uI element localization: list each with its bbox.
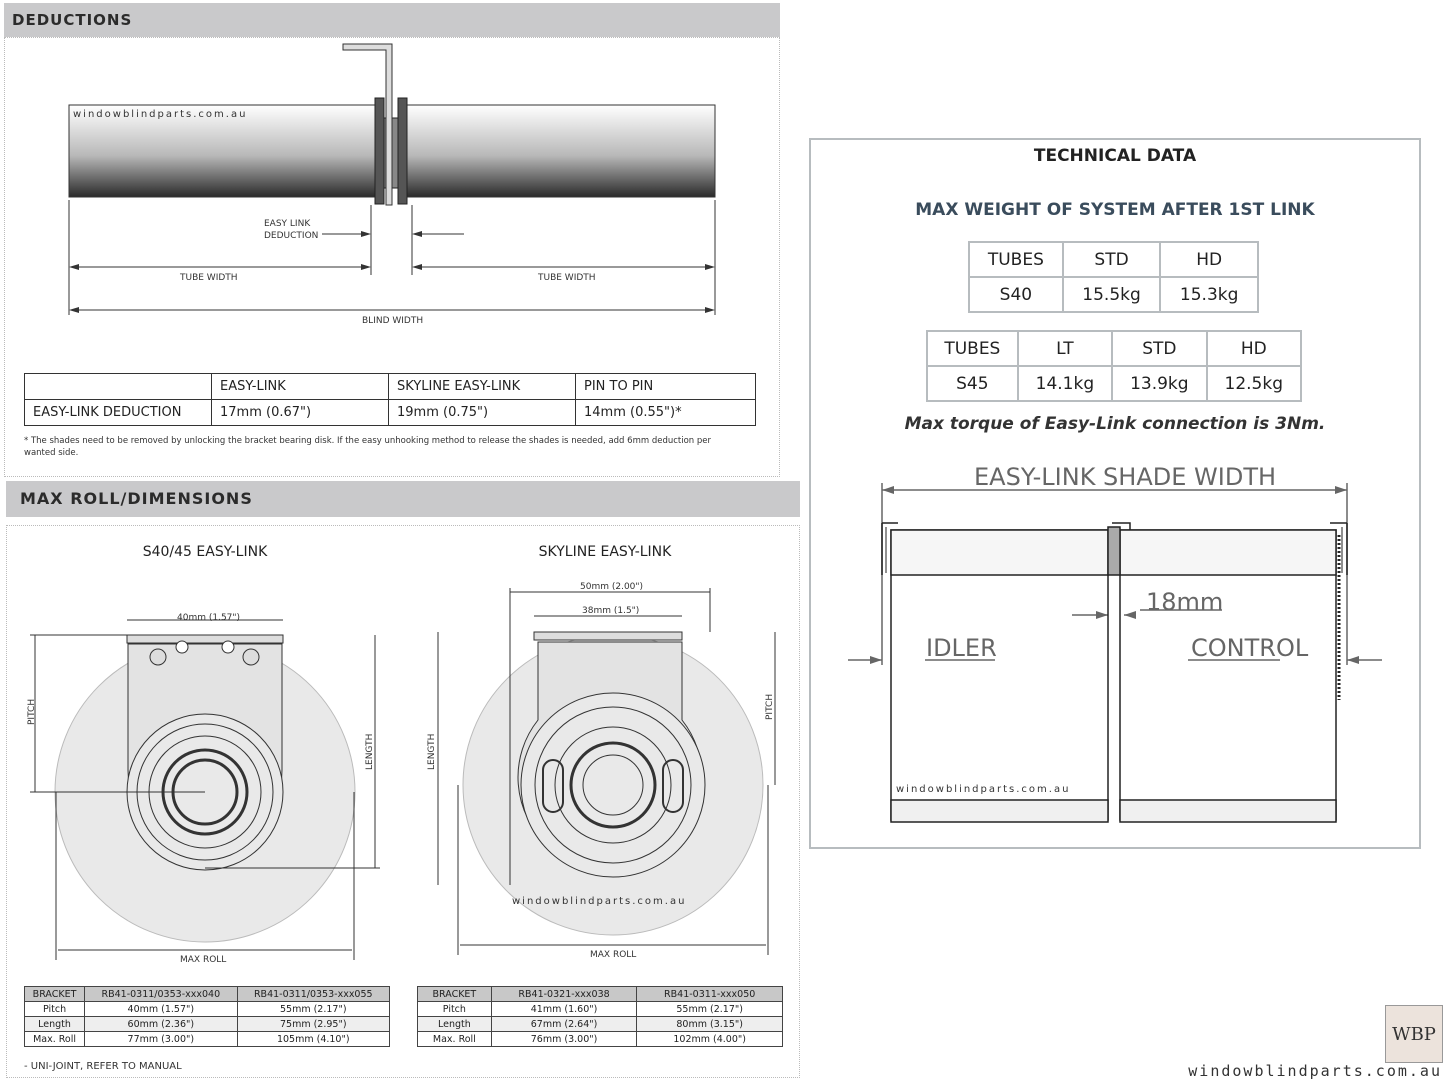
table-cell: 77mm (3.00") [85, 1032, 237, 1047]
table-cell: 55mm (2.17") [637, 1002, 783, 1017]
skyline-title: SKYLINE EASY-LINK [538, 544, 672, 560]
table-cell: TUBES [969, 242, 1063, 277]
shade-width-diagram [840, 455, 1400, 835]
blind-width-label: BLIND WIDTH [362, 316, 424, 326]
table-cell: S40 [969, 277, 1063, 312]
shade-width-label: EASY-LINK SHADE WIDTH [974, 463, 1277, 491]
table-cell: 80mm (3.15") [637, 1017, 783, 1032]
s40-bracket-table [24, 986, 390, 1047]
table-row [927, 366, 1301, 401]
deduction-table [24, 373, 756, 426]
tube-watermark: windowblindparts.com.au [73, 109, 248, 120]
tube-width-right-label: TUBE WIDTH [538, 273, 596, 283]
table-cell: 12.5kg [1207, 366, 1301, 401]
link-collar-left [375, 98, 384, 204]
easy-link-label: EASY LINK [264, 219, 311, 229]
table-cell: Max. Roll [418, 1032, 492, 1047]
skyline-length-label: LENGTH [427, 733, 437, 770]
deduction-footnote: * The shades need to be removed by unlocking the bracket bearing disk. If the easy unhooking method to release the shades is needed, add 6mm deduction per wanted side. [24, 436, 712, 458]
table-cell: 15.5kg [1063, 277, 1161, 312]
skyline-outer-label: 50mm (2.00") [580, 582, 644, 592]
brand-logo: WBP [1385, 1005, 1443, 1063]
skyline-inner-label: 38mm (1.5") [582, 606, 640, 616]
skyline-max-roll-label: MAX ROLL [590, 950, 637, 960]
torque-note: Max torque of Easy-Link connection is 3Nm. [904, 414, 1326, 434]
table-cell: Pitch [418, 1002, 492, 1017]
table-cell: Length [418, 1017, 492, 1032]
deduction-label: DEDUCTION [264, 231, 319, 241]
table-row [418, 1002, 783, 1017]
table-row [25, 1017, 390, 1032]
s40-weight-table [968, 241, 1259, 313]
table-cell: STD [1063, 242, 1161, 277]
table-cell: Pitch [25, 1002, 85, 1017]
table-cell: TUBES [927, 331, 1018, 366]
table-cell [25, 374, 212, 400]
control-label: CONTROL [1191, 634, 1309, 662]
table-cell: BRACKET [418, 987, 492, 1002]
table-cell: 75mm (2.95") [237, 1017, 389, 1032]
table-cell: Length [25, 1017, 85, 1032]
skyline-roll-diagram [420, 580, 800, 970]
table-cell: LT [1018, 331, 1112, 366]
shade-watermark: windowblindparts.com.au [896, 784, 1071, 795]
brand-url: windowblindparts.com.au [1188, 1062, 1442, 1080]
table-cell: Max. Roll [25, 1032, 85, 1047]
right-tube [406, 105, 715, 197]
table-cell: STD [1112, 331, 1206, 366]
uni-joint-note: - UNI-JOINT, REFER TO MANUAL [24, 1061, 182, 1072]
s40-max-roll-label: MAX ROLL [180, 955, 227, 965]
skyline-bracket-table [417, 986, 783, 1047]
link-collar-right [398, 98, 407, 204]
table-row [927, 331, 1301, 366]
table-row [418, 987, 783, 1002]
table-row [25, 987, 390, 1002]
table-row [25, 1032, 390, 1047]
table-row [418, 1032, 783, 1047]
technical-subtitle: MAX WEIGHT OF SYSTEM AFTER 1ST LINK [915, 200, 1315, 220]
table-cell: RB41-0311/0353-xxx055 [237, 987, 389, 1002]
table-cell: 67mm (2.64") [491, 1017, 637, 1032]
table-row [25, 374, 756, 400]
table-cell: RB41-0321-xxx038 [491, 987, 637, 1002]
table-cell: 41mm (1.60") [491, 1002, 637, 1017]
table-cell: PIN TO PIN [576, 374, 756, 400]
s40-title: S40/45 EASY-LINK [142, 544, 268, 560]
deductions-header: DEDUCTIONS [4, 3, 780, 37]
table-cell: HD [1160, 242, 1258, 277]
table-row [969, 277, 1258, 312]
table-cell: EASY-LINK [212, 374, 389, 400]
table-row [969, 242, 1258, 277]
s40-width-label: 40mm (1.57") [177, 613, 241, 623]
s40-roll-diagram [20, 600, 400, 970]
max-roll-header: MAX ROLL/DIMENSIONS [6, 481, 800, 517]
tube-width-left-label: TUBE WIDTH [180, 273, 238, 283]
table-cell: 14.1kg [1018, 366, 1112, 401]
s40-pitch-label: PITCH [27, 698, 37, 725]
table-cell: 40mm (1.57") [85, 1002, 237, 1017]
table-row [418, 1017, 783, 1032]
table-row [25, 1002, 390, 1017]
table-cell: 102mm (4.00") [637, 1032, 783, 1047]
table-cell: 76mm (3.00") [491, 1032, 637, 1047]
idler-label: IDLER [926, 634, 997, 662]
table-cell: HD [1207, 331, 1301, 366]
table-cell: BRACKET [25, 987, 85, 1002]
skyline-pitch-label: PITCH [765, 693, 775, 720]
table-cell: S45 [927, 366, 1018, 401]
skyline-watermark: windowblindparts.com.au [512, 896, 687, 907]
table-cell: 55mm (2.17") [237, 1002, 389, 1017]
table-row [25, 400, 756, 426]
table-cell: 17mm (0.67") [212, 400, 389, 426]
s45-weight-table [926, 330, 1302, 402]
table-cell: 13.9kg [1112, 366, 1206, 401]
s40-length-label: LENGTH [365, 733, 375, 770]
table-cell: RB41-0311/0353-xxx040 [85, 987, 237, 1002]
technical-title: TECHNICAL DATA [1033, 146, 1197, 166]
table-cell: 19mm (0.75") [389, 400, 576, 426]
table-cell: 14mm (0.55")* [576, 400, 756, 426]
tube-deduction-diagram [0, 0, 790, 340]
table-cell: 105mm (4.10") [237, 1032, 389, 1047]
table-cell: 60mm (2.36") [85, 1017, 237, 1032]
gap-label: 18mm [1146, 588, 1224, 616]
table-cell: SKYLINE EASY-LINK [389, 374, 576, 400]
table-cell: 15.3kg [1160, 277, 1258, 312]
table-cell: RB41-0311-xxx050 [637, 987, 783, 1002]
table-cell: EASY-LINK DEDUCTION [25, 400, 212, 426]
